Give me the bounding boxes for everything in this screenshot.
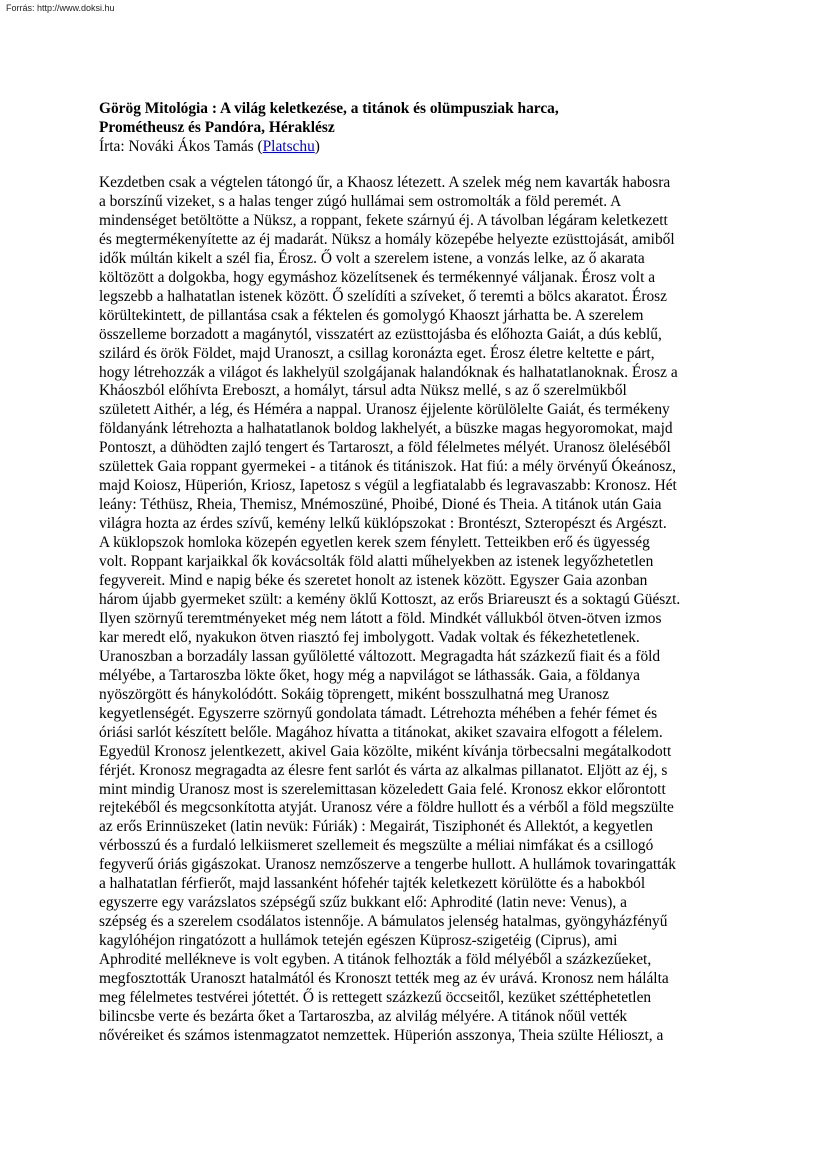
body-line: kagylóhéjon ringatózott a hullámok tetején egészen Küprosz-szigetéig (Ciprus), ami	[99, 932, 618, 950]
body-line: Pontoszt, a dühödten zajló tengert és Tartaroszt, a föld félelmetes mélyét. Uranosz öleléséből	[99, 439, 671, 457]
body-line: idők múltán kikelt a szél fia, Érosz. Ő volt a szerelem istene, a vonzás lelke, az ő akarata	[99, 249, 645, 267]
author-link[interactable]: Platschu	[262, 138, 315, 155]
body-line: földanyánk létrehozta a halhatatlanok boldog lakhelyét, a büszke magas hegyoromokat, majd	[99, 420, 673, 438]
body-line: születtek Gaia roppant gyermekei - a titánok és titániszok. Hat fiú: a mély örvényű Ókeánosz,	[99, 458, 676, 476]
body-line: meg félelmetes testvérei jótettét. Ő is rettegett százkezű öccseitől, kezüket széttéphetetlen	[99, 988, 652, 1006]
body-line: szilárd és örök Földet, majd Uranoszt, a csillag koronázta eget. Érosz életre keltette e párt,	[99, 344, 655, 362]
body-line: leány: Téthüsz, Rheia, Themisz, Mnémoszüné, Phoibé, Dioné és Theia. A titánok után Gaia	[99, 496, 662, 514]
body-line: Uranoszban a borzadály lassan gyűlöletté változott. Megragadta hát százkezű fiait és a föld	[99, 647, 661, 665]
body-paragraph	[99, 174, 731, 1046]
body-line: három újabb gyermeket szült: a kemény öklű Kottoszt, az erős Briareuszt és a soktagú Güészt.	[99, 590, 681, 608]
body-line: költözött a dolgokba, hogy egymáshoz közelítsenek és termékennyé váljanak. Érosz volt a	[99, 268, 656, 286]
body-line: vérbosszú és a furdaló lelkiismeret szellemeit és megszülte a méliai nimfákat és a csillogó	[99, 837, 654, 855]
document-title	[99, 99, 731, 137]
body-line: született Aithér, a lég, és Héméra a nappal. Uranosz éjjelente körülölelte Gaiát, és termékeny	[99, 401, 670, 419]
body-line: fegyverű óriás gigászokat. Uranosz nemzőszerve a tengerbe hullott. A hullámok tovaringatták	[99, 856, 676, 874]
body-line: a halhatatlan férfierőt, majd lassanként hófehér tajték keletkezett körülötte és a habokból	[99, 875, 646, 893]
document-page	[99, 99, 731, 1046]
source-url-header: Forrás: http://www.doksi.hu	[6, 3, 115, 13]
body-line: összelleme borzadott a magánytól, visszatért az ezüsttojásba és előhozta Gaiát, a dús keblű,	[99, 325, 662, 343]
body-line: Ilyen szörnyű teremtményeket még nem látott a föld. Mindkét vállukból ötven-ötven izmos	[99, 609, 662, 627]
body-line: Aphrodité mellékneve is volt egyben. A titánok felhozták a föld mélyéből a százkezűeket,	[99, 951, 652, 969]
body-line: férjét. Kronosz megragadta az élesre fent sarlót és várta az alkalmas pillanatot. Eljött az éj, s	[99, 761, 668, 779]
body-line: a borszínű vizeket, s a halas tenger zúgó hullámai sem ostromolták a föld peremét. A	[99, 192, 622, 210]
body-line: bilincsbe verte és bezárta őket a Tartaroszba, az alvilág mélyére. A titánok nőül vették	[99, 1007, 628, 1025]
title-line-1: Görög Mitológia : A világ keletkezése, a titánok és olümpusziak harca,	[99, 100, 559, 117]
body-line: mint mindig Uranosz most is szerelemittasan közeledett Gaia felé. Kronosz ekkor előrontott	[99, 780, 666, 798]
body-line: és megtermékenyítette az éj madarát. Nüksz a homály közepébe helyezte ezüsttojását, amiből	[99, 230, 675, 248]
body-line: majd Koiosz, Hüperión, Kriosz, Iapetosz s végül a legfiatalabb és legravaszabb: Kronosz. Hét	[99, 477, 677, 495]
body-line: Egyedül Kronosz jelentkezett, akivel Gaia közölte, miként kívánja törbecsalni megátalkodott	[99, 742, 672, 760]
body-line: körültekintett, de pillantása csak a féktelen és gomolygó Khaoszt járhatta be. A szerelem	[99, 306, 644, 324]
author-line	[99, 137, 731, 156]
body-line: megfosztották Uranoszt hatalmától és Kronoszt tették meg az év urává. Kronosz nem hálálta	[99, 970, 669, 988]
body-line: volt. Roppant karjaikkal ők kovácsolták föld alatti műhelyekben az istenek legyőzhetetlen	[99, 553, 654, 571]
body-line: nyöszörgött és hánykolódótt. Sokáig töprengett, miként bosszulhatná meg Uranosz	[99, 685, 610, 703]
body-line: A küklopszok homloka közepén egyetlen kerek szem fénylett. Tetteikben erő és ügyesség	[99, 534, 650, 552]
body-line: rejtekéből és megcsonkította atyját. Uranosz vére a földre hullott és a vérből a föld megszülte	[99, 799, 674, 817]
body-line: szépség és a szerelem csodálatos istennője. A bámulatos jelenség hatalmas, gyöngyházfényű	[99, 913, 668, 931]
author-suffix: )	[314, 138, 320, 155]
body-line: kar meredt elő, nyakukon ötven riasztó fej imbolygott. Vadak voltak és fékezhetetlenek.	[99, 628, 640, 646]
body-line: Kezdetben csak a végtelen tátongó űr, a Khaosz létezett. A szelek még nem kavarták habosra	[99, 174, 671, 191]
body-line: nővéreiket és számos istenmagzatot nemzettek. Hüperión asszonya, Theia szülte Hélioszt, a	[99, 1026, 664, 1044]
body-line: az erős Erinnüszeket (latin nevük: Fúriák) : Megairát, Tisziphonét és Allektót, a kegyetlen	[99, 818, 653, 836]
body-line: mélyébe, a Tartaroszba lökte őket, hogy még a napvilágot se láthassák. Gaia, a földanya	[99, 666, 640, 684]
body-line: egyszerre egy varázslatos szépségű szűz bukkant elő: Aphrodité (latin neve: Venus), a	[99, 894, 627, 912]
body-line: Kháoszból előhívta Ereboszt, a homályt, társul adta Nüksz mellé, s az ő szerelmükből	[99, 382, 627, 400]
title-line-2: Prométheusz és Pandóra, Héraklész	[99, 119, 335, 136]
body-line: mindenséget betöltötte a Nüksz, a roppant, fekete szárnyú éj. A távolban légáram keletkezett	[99, 211, 668, 229]
body-line: világra hozta az érdes szívű, kemény lelkű küklópszokat : Brontészt, Szteropészt és Argészt.	[99, 515, 667, 533]
body-line: fegyvereit. Mind e napig béke és szeretet honolt az istenek között. Egyszer Gaia azonban	[99, 572, 648, 590]
body-line: hogy létrehozzák a világot és lakhelyül szolgájanak halandóknak és halhatatlanoknak. Érosz a	[99, 363, 678, 381]
author-prefix: Írta: Nováki Ákos Tamás (	[99, 138, 263, 155]
body-line: kegyetlenségét. Egyszerre szörnyű gondolata támadt. Létrehozta méhében a fehér fémet és	[99, 704, 658, 722]
body-line: legszebb a halhatatlan istenek között. Ő szelídíti a szíveket, ő teremti a bölcs akaratot. Érosz	[99, 287, 667, 305]
body-line: óriási sarlót készített belőle. Magához hívatta a titánokat, akiket szavaira elfogott a félelem.	[99, 723, 663, 741]
